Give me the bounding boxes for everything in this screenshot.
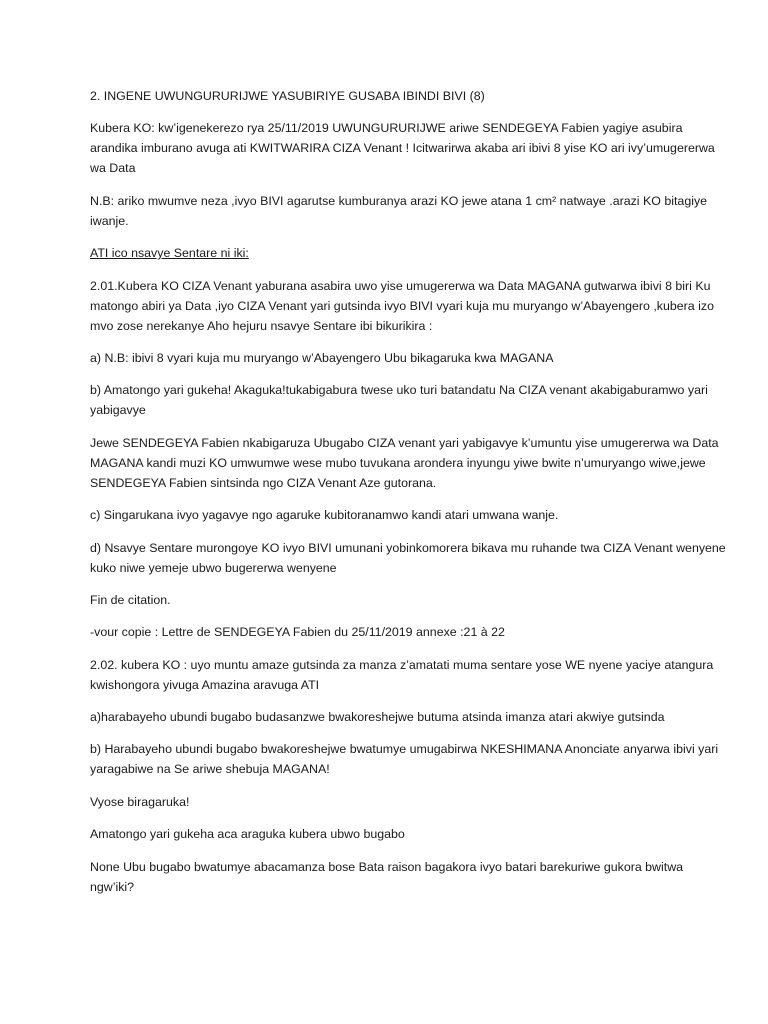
paragraph-item-a-2: a)harabayeho ubundi bugabo budasanzwe bwakoreshejwe butuma atsinda imanza atari akwiye gutsinda bbox=[90, 710, 665, 725]
paragraph-item-a: a) N.B: ibivi 8 vyari kuja mu muryango w’Abayengero Ubu bikagaruka kwa MAGANA bbox=[90, 350, 554, 365]
paragraph-2-02: 2.02. kubera KO : uyo muntu amaze gutsinda za manza z’amatati muma sentare yose WE nyene yaciye atangura kwishongora yivuga Amazina aravuga ATI bbox=[90, 657, 714, 692]
section-heading: 2. INGENE UWUNGURURIJWE YASUBIRIYE GUSABA IBINDI BIVI (8) bbox=[90, 89, 485, 103]
paragraph-amatongo: Amatongo yari gukeha aca araguka kubera ubwo bugabo bbox=[90, 827, 405, 842]
paragraph-jewe-sendegeya: Jewe SENDEGEYA Fabien nkabigaruza Ubugabo CIZA venant yari yabigavye k’umuntu yise umugererwa wa Data MAGANA kandi muzi KO umwumwe wese mubo tuvukana arondera inyungu yiwe bwite n’umuryango wiwe,jewe SENDEGEYA Fabien sintsinda ngo CIZA Venant Aze gutorana. bbox=[90, 435, 719, 490]
document-body bbox=[90, 86, 730, 909]
paragraph-ati-ico-nsavye: ATI ico nsavye Sentare ni iki: bbox=[90, 246, 249, 261]
paragraph-item-b-2: b) Harabayeho ubundi bugabo bwakoreshejwe bwatumye umugabirwa NKESHIMANA Anonciate anyarwa ibivi yari yaragabiwe na Se ariwe shebuja MAGANA! bbox=[90, 742, 719, 777]
paragraph-item-c: c) Singarukana ivyo yagavye ngo agaruke kubitoranamwo kandi atari umwana wanje. bbox=[90, 508, 559, 523]
paragraph-vyose: Vyose biragaruka! bbox=[90, 794, 190, 809]
paragraph-item-b: b) Amatongo yari gukeha! Akaguka!tukabigabura twese uko turi batandatu Na CIZA venant akabigaburamwo yari yabigavye bbox=[90, 383, 708, 418]
paragraph-item-d: d) Nsavye Sentare murongoye KO ivyo BIVI umunani yobinkomorera bikava mu ruhande twa CIZA Venant wenyene kuko niwe yemeje ubwo bugererwa wenyene bbox=[90, 540, 726, 575]
paragraph-nb: N.B: ariko mwumve neza ,ivyo BIVI agarutse kumburanya arazi KO jewe atana 1 cm² natwaye .arazi KO bitagiye iwanje. bbox=[90, 193, 708, 228]
paragraph-kubera-ko: Kubera KO: kw’igenekerezo rya 25/11/2019 UWUNGURURIJWE ariwe SENDEGEYA Fabien yagiye asubira arandika imburano avuga ati KWITWARIRA CIZA Venant ! Icitwarirwa akaba ari ibivi 8 yise KO ari ivy’umugererwa wa Data bbox=[90, 121, 715, 176]
paragraph-copie-reference: -vour copie : Lettre de SENDEGEYA Fabien du 25/11/2019 annexe :21 à 22 bbox=[90, 625, 505, 640]
paragraph-none-ubu: None Ubu bugabo bwatumye abacamanza bose Bata raison bagakora ivyo batari barekuriwe gukora bwitwa ngw’iki? bbox=[90, 859, 684, 894]
paragraph-fin-de-citation: Fin de citation. bbox=[90, 592, 171, 607]
paragraph-2-01: 2.01.Kubera KO CIZA Venant yaburana asabira uwo yise umugererwa wa Data MAGANA gutwarwa ibivi 8 biri Ku matongo abiri ya Data ,iyo CIZA Venant yari gutsinda ivyo BIVI vyari kuja mu muryango w’Abayengero ,kubera izo mvo zose nerekanye Aho hejuru nsavye Sentare ibi bikurikira : bbox=[90, 278, 714, 333]
